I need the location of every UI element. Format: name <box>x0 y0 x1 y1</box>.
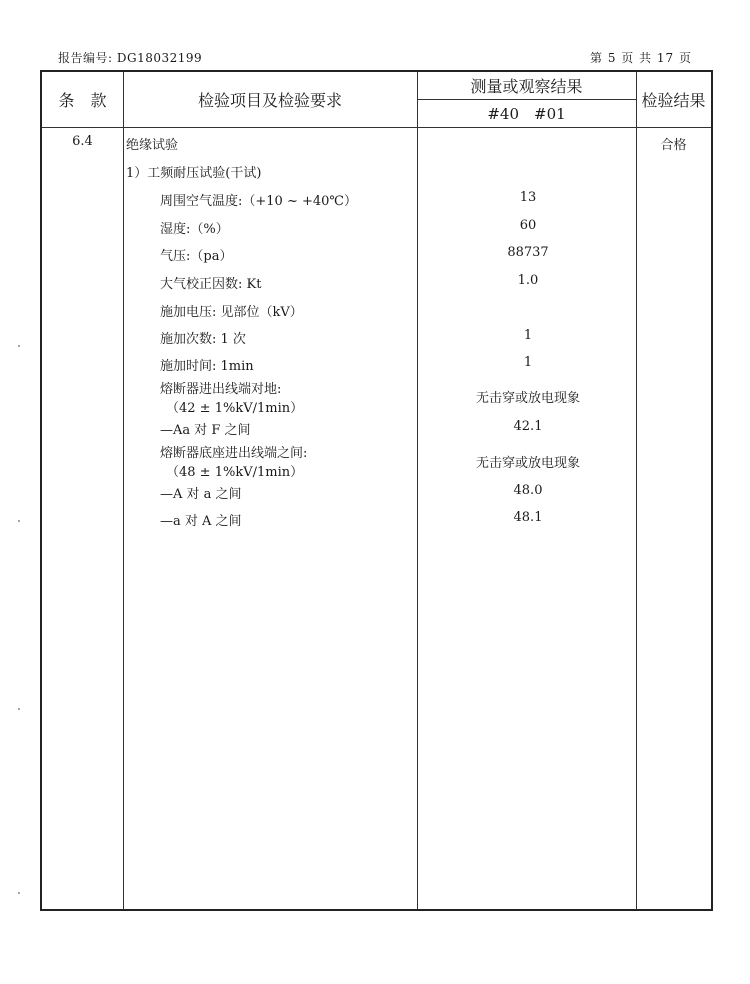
measured-value: 60 <box>519 218 537 233</box>
clause-header: 条 款 <box>58 91 107 110</box>
section-title: 绝缘试验 <box>126 138 179 153</box>
requirement-label: 熔断器进出线端对地: <box>160 382 282 397</box>
requirement-label: —a 对 A 之间 <box>160 514 242 529</box>
measured-value: 48.1 <box>513 510 543 525</box>
requirement-label: 大气校正因数: Kt <box>160 277 262 292</box>
requirement-label: 气压:（pa） <box>160 249 233 264</box>
requirement-label: —Aa 对 F 之间 <box>160 423 251 438</box>
page-indicator: 第 5 页 共 17 页 <box>590 51 692 65</box>
requirement-condition: （48 ± 1%kV/1min） <box>166 465 304 480</box>
header-bottom-line <box>42 127 711 128</box>
requirement-label: 施加电压: 见部位（kV） <box>160 305 303 320</box>
requirement-label: 湿度:（%） <box>160 222 229 237</box>
observation-text: 无击穿或放电现象 <box>475 456 580 471</box>
measurement-header: 测量或观察结果 <box>470 77 583 96</box>
verdict: 合格 <box>660 138 687 153</box>
column-divider <box>417 72 418 909</box>
requirement-label: —A 对 a 之间 <box>160 487 242 502</box>
requirement-label: 熔断器底座进出线端之间: <box>160 446 308 461</box>
test-report-table <box>40 70 713 911</box>
requirement-label: 施加次数: 1 次 <box>160 332 246 347</box>
measured-value: 42.1 <box>513 419 543 434</box>
section-subtitle: 1）工频耐压试验(干试) <box>126 166 262 181</box>
report-number: 报告编号: DG18032199 <box>58 51 203 65</box>
item-header: 检验项目及检验要求 <box>197 91 342 110</box>
measured-value: 1 <box>523 355 533 370</box>
column-divider <box>123 72 124 909</box>
sample-numbers: #40 #01 <box>487 104 566 123</box>
requirement-label: 施加时间: 1min <box>160 359 254 374</box>
measured-value: 13 <box>519 190 537 205</box>
measured-value: 48.0 <box>513 483 543 498</box>
result-header: 检验结果 <box>641 91 706 110</box>
clause-number: 6.4 <box>72 134 93 149</box>
measured-value: 1.0 <box>517 273 539 288</box>
measured-value: 1 <box>523 328 533 343</box>
requirement-label: 周围空气温度:（+10 ~ +40℃） <box>160 194 357 209</box>
requirement-condition: （42 ± 1%kV/1min） <box>166 401 304 416</box>
observation-text: 无击穿或放电现象 <box>475 391 580 406</box>
measured-value: 88737 <box>507 245 549 260</box>
